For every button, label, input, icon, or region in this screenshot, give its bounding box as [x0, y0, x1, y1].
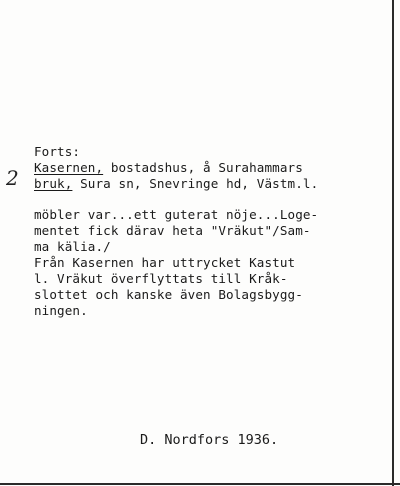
text-line-3-rest: Sura sn, Snevringe hd, Västm.l. — [72, 176, 319, 191]
text-line-3 — [34, 176, 318, 192]
handwritten-margin-mark: 2 — [6, 166, 19, 190]
underlined-word: bruk, — [34, 176, 73, 191]
text-line-4: möbler var...ett guterat nöje...Loge- — [34, 207, 319, 222]
card-right-edge — [392, 0, 394, 486]
text-line-2 — [34, 160, 303, 176]
text-line-8: l. Vräkut överflyttats till Kråk- — [34, 271, 288, 286]
text-line-2-rest: bostadshus, å Surahammars — [103, 160, 303, 175]
text-line-1: Forts: — [34, 144, 81, 159]
text-line-9: slottet och kanske även Bolagsbygg- — [34, 287, 303, 302]
text-line-7: Från Kasernen har uttrycket Kastut — [34, 255, 296, 270]
signature-line: D. Nordfors 1936. — [140, 432, 279, 448]
card-bottom-edge — [0, 483, 400, 485]
text-line-5: mentet fick därav heta "Vräkut"/Sam- — [34, 223, 311, 238]
text-line-6: ma kälia./ — [34, 239, 111, 254]
text-line-10: ningen. — [34, 303, 88, 318]
underlined-place-name: Kasernen, — [34, 160, 104, 175]
